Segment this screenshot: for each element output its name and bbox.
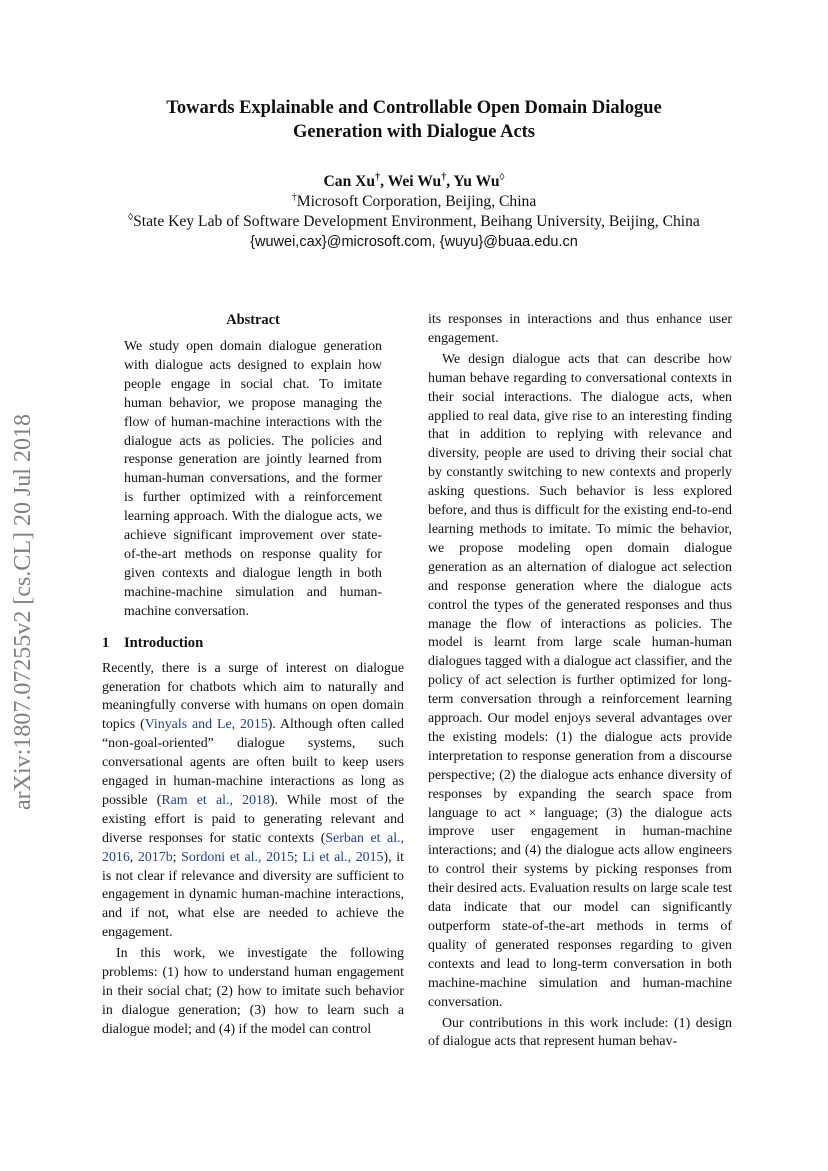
section-number: 1: [102, 634, 110, 651]
intro-paragraph-1: [102, 660, 404, 944]
affiliation-mark: ◊: [128, 211, 134, 223]
affiliation-1: [100, 192, 728, 212]
left-column: [102, 311, 404, 1040]
arxiv-stamp: arXiv:1807.07255v2 [cs.CL] 20 Jul 2018: [10, 414, 36, 810]
section-heading-introduction: [102, 634, 404, 652]
author-name: Can Xu: [323, 173, 376, 190]
author-mark: †: [375, 171, 381, 183]
paragraph-text: ;: [172, 849, 182, 865]
abstract-heading: Abstract: [226, 312, 280, 328]
author-separator: ,: [446, 173, 454, 190]
author-names: [100, 172, 728, 192]
affiliation-text: State Key Lab of Software Development Environment, Beihang University, Beijing, China: [133, 213, 700, 230]
title-line-1: Towards Explainable and Controllable Open Domain Dialogue: [166, 98, 662, 118]
right-column: [428, 311, 732, 1052]
citation-link[interactable]: Sordoni et al., 2015: [181, 849, 294, 865]
paragraph-text: ), it is not clear if relevance and diversity are sufficient to engagement in dynamic human-machine interactions, and if not, what else are needed to achieve the engagement.: [102, 849, 404, 941]
abstract-text: We study open domain dialogue generation with dialogue acts designed to explain how people engage in social chat. To imitate human behavior, we propose managing the flow of human-machine interactions with the dialogue acts as policies. The policies and response generation are jointly learned from human-human conversations, and the former is further optimized with a reinforcement learning approach. With the dialogue acts, we achieve significant improvement over state-of-the-art methods on response quality for given contexts and dialogue length in both machine-machine simulation and human-machine conversation.: [124, 339, 382, 619]
paragraph-text: ,: [129, 849, 138, 865]
paragraph-text: ). Although often called “non-goal-oriented” dialogue systems, such conversational agents are often built to keep users engaged in human-machine interactions as long as possible (: [102, 717, 405, 808]
paper-title: [100, 96, 728, 144]
citation-link[interactable]: Vinyals and Le, 2015: [144, 717, 268, 733]
citation-link[interactable]: Ram et al., 2018: [161, 792, 270, 808]
intro-paragraph-3: We design dialogue acts that can describe how human behave regarding to conversational contexts in their social interactions. The dialogue acts, when applied to real data, give rise to an interesting finding that in addition to replying with relevance and diversity, people are used to driving their social chat by constantly switching to new contexts and properly asking questions. Such behavior is less explored before, and thus is difficult for the existing end-to-end learning methods to imitate. To mimic the behavior, we propose modeling open domain dialogue generation as an alternation of dialogue act selection and response generation where the dialogue acts control the types of the generated responses and thus manage the flow of interactions as policies. The model is learnt from large scale human-human dialogues tagged with a dialogue act classifier, and the policy of act selection is further optimized for long-term conversation through a reinforcement learning approach. Our model enjoys several advantages over the existing models: (1) the dialogue acts provide interpretation to response generation from a discourse perspective; (2) the dialogue acts enhance diversity of responses by expanding the search space from language to act × language; (3) the dialogue acts improve user engagement in human-machine interactions; and (4) the dialogue acts allow engineers to control their systems by picking responses from their desired acts. Evaluation results on large scale test data indicate that our model can significantly outperform state-of-the-art methods in terms of quality of generated responses regarding to given contexts and lead to long-term conversation in both machine-machine simulation and human-machine conversation.: [428, 351, 732, 1010]
affiliation-text: Microsoft Corporation, Beijing, China: [296, 193, 537, 210]
citation-link[interactable]: Li et al., 2015: [302, 849, 384, 865]
author-name: Wei Wu: [387, 173, 442, 190]
author-mark: ◊: [499, 171, 505, 183]
author-mark: †: [441, 171, 447, 183]
section-title: Introduction: [124, 634, 204, 651]
author-emails: {wuwei,cax}@microsoft.com, {wuyu}@buaa.edu.cn: [250, 234, 578, 250]
paragraph-text: ). While most of the existing effort is paid to generating relevant and diverse responses for static contexts (: [102, 792, 404, 846]
intro-paragraph-2-continued: its responses in interactions and thus enhance user engagement.: [428, 312, 732, 346]
author-separator: ,: [380, 173, 388, 190]
paragraph-text: ;: [293, 849, 303, 865]
citation-link[interactable]: 2017b: [137, 849, 173, 865]
intro-paragraph-2: In this work, we investigate the following problems: (1) how to understand human engagement in their social chat; (2) how to imitate such behavior in dialogue generation; (3) how to learn such a dialogue model; and (4) if the model can control: [102, 946, 404, 1037]
affiliation-2: [100, 212, 728, 232]
intro-paragraph-4: Our contributions in this work include: (1) design of dialogue acts that represent human behav-: [428, 1015, 732, 1050]
paragraph-text: Recently, there is a surge of interest on dialogue generation for chatbots which aim to naturally and meaningfully converse with humans on open domain topics (: [102, 660, 404, 733]
title-line-2: Generation with Dialogue Acts: [292, 122, 536, 142]
author-name: Yu Wu: [453, 173, 500, 190]
citation-link[interactable]: Serban et al., 2016: [102, 830, 405, 865]
affiliation-mark: †: [291, 191, 297, 203]
author-block: [100, 172, 728, 252]
